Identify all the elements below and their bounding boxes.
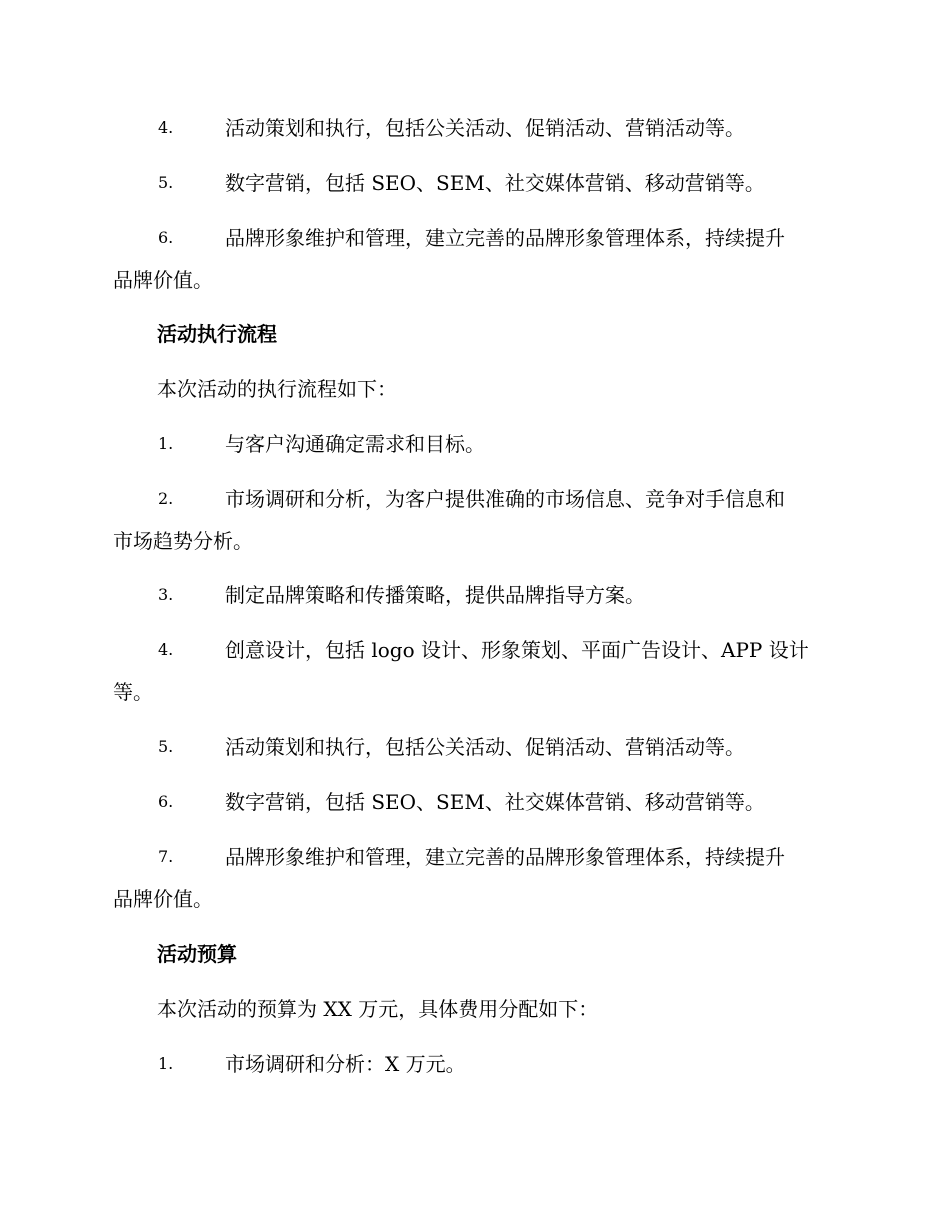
list-item-text-continued: 等。 — [113, 680, 153, 704]
section-intro: 本次活动的预算为 XX 万元，具体费用分配如下： — [157, 997, 599, 1021]
list-item-text: 数字营销，包括 SEO、SEM、社交媒体营销、移动营销等。 — [225, 790, 765, 814]
list-item-text: 市场调研和分析：X 万元。 — [225, 1052, 466, 1076]
list-item-text: 市场调研和分析，为客户提供准确的市场信息、竞争对手信息和 — [225, 487, 785, 511]
list-item-number: 3. — [158, 585, 174, 604]
list-item-text: 数字营销，包括 SEO、SEM、社交媒体营销、移动营销等。 — [225, 171, 765, 195]
list-item-text: 制定品牌策略和传播策略，提供品牌指导方案。 — [225, 583, 645, 607]
list-item-number: 6. — [158, 792, 174, 811]
list-item-text-continued: 品牌价值。 — [113, 268, 213, 292]
section-heading: 活动执行流程 — [157, 322, 277, 346]
list-item-text: 活动策划和执行，包括公关活动、促销活动、营销活动等。 — [225, 116, 745, 140]
list-item-text-continued: 市场趋势分析。 — [113, 529, 253, 553]
list-item-text-continued: 品牌价值。 — [113, 887, 213, 911]
list-item-text: 品牌形象维护和管理，建立完善的品牌形象管理体系，持续提升 — [225, 226, 785, 250]
list-item-number: 1. — [158, 1054, 174, 1073]
list-item-number: 5. — [158, 173, 174, 192]
list-item-text: 创意设计，包括 logo 设计、形象策划、平面广告设计、APP 设计 — [225, 638, 809, 662]
list-item-text: 活动策划和执行，包括公关活动、促销活动、营销活动等。 — [225, 735, 745, 759]
list-item-number: 7. — [158, 847, 174, 866]
section-intro: 本次活动的执行流程如下： — [157, 377, 397, 401]
section-heading: 活动预算 — [157, 942, 237, 966]
list-item-number: 4. — [158, 118, 174, 137]
list-item-number: 1. — [158, 434, 174, 453]
list-item-text: 与客户沟通确定需求和目标。 — [225, 432, 485, 456]
list-item-number: 4. — [158, 640, 174, 659]
list-item-text: 品牌形象维护和管理，建立完善的品牌形象管理体系，持续提升 — [225, 845, 785, 869]
list-item-number: 5. — [158, 737, 174, 756]
list-item-number: 6. — [158, 228, 174, 247]
list-item-number: 2. — [158, 489, 174, 508]
